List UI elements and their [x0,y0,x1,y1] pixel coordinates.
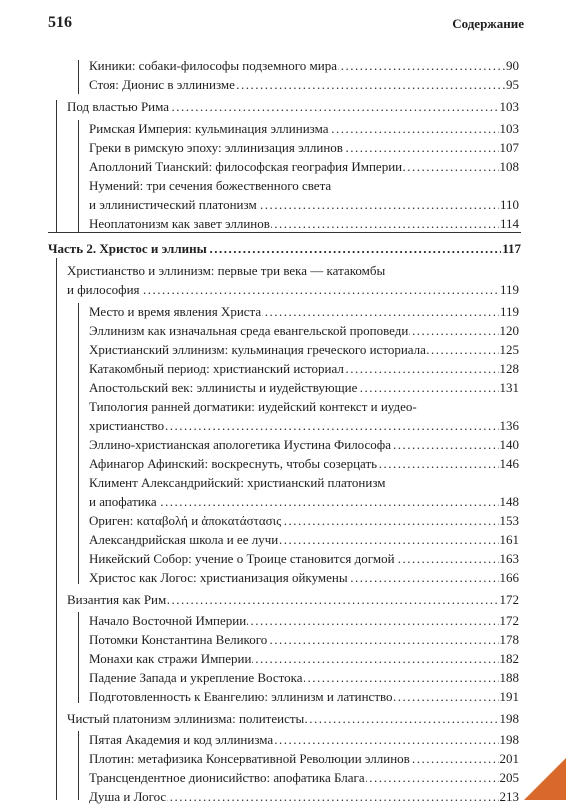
toc-entry-title: Афинагор Афинский: воскреснуть, чтобы созерцать [89,456,378,471]
toc-entry-title: Монахи как стражи Империи [89,651,252,666]
toc-entry-page: 120 [499,323,519,338]
toc-entry-page: 182 [499,651,519,666]
bracket-line [78,120,79,232]
page-corner-bookmark-icon[interactable] [524,758,566,800]
toc-entry-page: 103 [499,121,519,136]
toc-entry-title: Типология ранней догматики: иудейский контекст и иудео- [89,399,417,414]
toc-entry-title: Греки в римскую эпоху: эллинизация эллинов [89,140,343,155]
toc-entry-page: 153 [499,513,519,528]
toc-entry-title: Подготовленность к Евангелию: эллинизм и латинство [89,689,393,704]
toc-entry-title: Чистый платонизм эллинизма: политеисты [67,711,305,726]
toc-entry-title: Христос как Логос: христианизация ойкумены [89,570,348,585]
toc-entry[interactable] [89,360,519,377]
toc-entry-title: Эллино-христианская апологетика Иустина Философа [89,437,391,452]
toc-entry-title: Ориген: καταβολή и ἀποκατάστασις [89,513,282,528]
toc-entry[interactable] [89,769,519,786]
toc-entry[interactable] [67,262,519,279]
toc-entry-title: Потомки Константина Великого [89,632,268,647]
toc-entry-title: Киники: собаки-философы подземного мира [89,58,337,73]
toc-entry-page: 213 [499,789,519,804]
toc-entry-title: Александрийская школа и ее лучи [89,532,279,547]
toc-entry-title: Византия как Рим [67,592,167,607]
toc-entry-title: Пятая Академия и код эллинизма [89,732,274,747]
toc-entry-page: 128 [499,361,519,376]
toc-entry-page: 146 [499,456,519,471]
toc-entry[interactable] [67,281,519,298]
toc-entry-page: 198 [499,711,519,726]
bracket-line [56,100,57,232]
toc-entry-page: 117 [502,241,521,256]
toc-entry-page: 191 [499,689,519,704]
toc-entry-title: Аполлоний Тианский: философская география Империи [89,159,403,174]
toc-entry[interactable] [89,650,519,667]
toc-entry-page: 178 [499,632,519,647]
toc-entry-page: 119 [499,282,519,297]
toc-entry[interactable] [89,474,519,491]
toc-entry-title: Место и время явления Христа [89,304,262,319]
toc-entry-title: Трансцендентное дионисийство: апофатика Блага [89,770,365,785]
bracket-line [56,258,57,800]
toc-entry-page: 140 [499,437,519,452]
toc-entry-title: Душа и Логос [89,789,167,804]
toc-entry[interactable] [89,120,519,137]
toc-entry-title: Никейский Собор: учение о Троице становится догмой [89,551,395,566]
toc-entry-title: Апостольский век: эллинисты и иудействующие [89,380,358,395]
toc-entry[interactable] [89,569,519,586]
toc-entry-title: Христианство и эллинизм: первые три века — катакомбы [67,263,386,278]
toc-entry[interactable] [89,303,519,320]
running-head: Содержание [452,16,524,31]
toc-entry-title: Стоя: Дионис в эллинизме [89,77,235,92]
toc-entry[interactable] [89,417,519,434]
toc-entry-page: 163 [499,551,519,566]
toc-entry[interactable] [89,398,519,415]
toc-entry-page: 131 [499,380,519,395]
toc-entry[interactable] [67,710,519,727]
toc-entry-page: 166 [499,570,519,585]
toc-entry[interactable] [89,631,519,648]
toc-entry-page: 161 [499,532,519,547]
toc-entry[interactable] [89,512,519,529]
toc-entry[interactable] [89,379,519,396]
toc-entry-title: Христианский эллинизм: кульминация греческого историала [89,342,426,357]
toc-entry[interactable] [89,750,519,767]
toc-entry-page: 119 [499,304,519,319]
toc-entry-page: 107 [499,140,519,155]
toc-entry[interactable] [89,612,519,629]
toc-entry-page: 188 [499,670,519,685]
toc-entry[interactable] [89,455,519,472]
divider-line [48,232,521,233]
toc-entry-page: 136 [499,418,519,433]
toc-entry-title: Катакомбный период: христианский историал [89,361,344,376]
toc-entry-page: 172 [499,613,519,628]
toc-entry-title: Эллинизм как изначальная среда евангельской проповеди [89,323,409,338]
toc-entry-title: и философия [67,282,140,297]
toc-entry[interactable] [89,177,519,194]
toc-entry[interactable] [89,322,519,339]
toc-entry[interactable] [89,531,519,548]
toc-entry-page: 103 [499,99,519,114]
toc-entry-title: Часть 2. Христос и эллины [48,241,207,256]
toc-entry-page: 148 [499,494,519,509]
bracket-line [78,60,79,94]
toc-entry-page: 198 [499,732,519,747]
toc-entry[interactable] [89,731,519,748]
toc-entry[interactable] [89,688,519,705]
toc-entry-title: Падение Запада и укрепление Востока [89,670,303,685]
toc-entry[interactable] [89,76,519,93]
bracket-line [78,612,79,703]
toc-entry[interactable] [67,98,519,115]
toc-entry[interactable] [89,215,519,232]
toc-entry-page: 114 [499,216,519,231]
toc-entry-page: 90 [506,58,519,73]
toc-entry[interactable] [67,591,519,608]
toc-entry-title: христианство [89,418,165,433]
bracket-line [78,303,79,584]
toc-entry-title: Климент Александрийский: христианский платонизм [89,475,386,490]
toc-entry[interactable] [89,57,519,74]
toc-entry[interactable] [89,196,519,213]
toc-entry[interactable] [89,493,519,510]
toc-entry[interactable] [89,139,519,156]
toc-entry-page: 108 [499,159,519,174]
toc-entry[interactable] [89,436,519,453]
toc-entry[interactable] [89,669,519,686]
bracket-line [78,731,79,800]
toc-entry-title: Под властью Рима [67,99,170,114]
toc-entry-title: Начало Восточной Империи [89,613,247,628]
toc-entry-page: 201 [499,751,519,766]
toc-entry-page: 110 [499,197,519,212]
toc-entry-page: 125 [499,342,519,357]
toc-entry-page: 95 [506,77,519,92]
toc-entry[interactable] [89,550,519,567]
toc-entry[interactable] [89,341,519,358]
toc-entry-title: Неоплатонизм как завет эллинов [89,216,270,231]
toc-entry-page: 172 [499,592,519,607]
toc-entry-title: Плотин: метафизика Консервативной Революции эллинов [89,751,410,766]
toc-part-entry[interactable] [48,240,521,257]
toc-entry-page: 205 [499,770,519,785]
toc-entry-title: Нумений: три сечения божественного света [89,178,332,193]
toc-entry-title: Римская Империя: кульминация эллинизма [89,121,329,136]
toc-entry-title: и эллинистический платонизм [89,197,257,212]
toc-entry[interactable] [89,788,519,805]
toc-entry[interactable] [89,158,519,175]
toc-entry-title: и апофатика [89,494,157,509]
page-number: 516 [48,14,72,31]
